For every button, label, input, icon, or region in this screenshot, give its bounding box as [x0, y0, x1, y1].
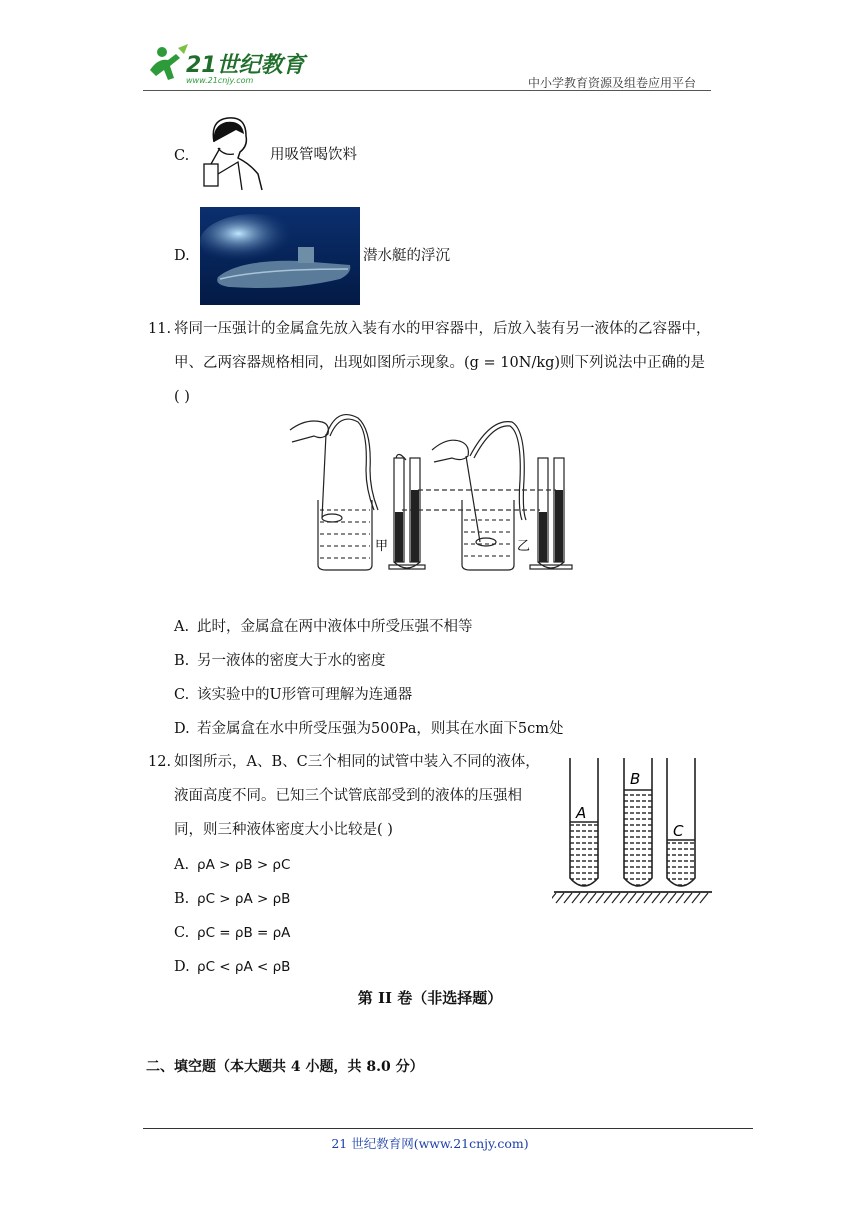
q10-optD-letter: D.: [174, 248, 190, 264]
test-tubes-diagram: [552, 756, 714, 908]
q12-optC-letter: C.: [174, 925, 190, 941]
pressure-gauge-diagram: [286, 410, 576, 575]
q12-optA-text: ρA > ρB > ρC: [197, 857, 291, 873]
logo-url: www.21cnjy.com: [186, 76, 254, 85]
q11-optC-text: 该实验中的U形管可理解为连通器: [197, 687, 413, 703]
tube-label-a: A: [576, 804, 587, 822]
q11-optA-text: 此时，金属盒在两中液体中所受压强不相等: [197, 619, 473, 635]
q12-optD-text: ρC < ρA < ρB: [197, 959, 291, 975]
q11-figure: [286, 410, 576, 575]
q12-optD-letter: D.: [174, 959, 190, 975]
q12-line1: 如图所示，A、B、C三个相同的试管中装入不同的液体，: [174, 754, 540, 770]
header-right-text: 中小学教育资源及组卷应用平台: [528, 76, 697, 90]
fig-label-jia: 甲: [375, 539, 389, 554]
q10-optD-text: 潜水艇的浮沉: [363, 248, 450, 264]
tube-label-c: C: [673, 822, 684, 840]
q12-line2: 液面高度不同。已知三个试管底部受到的液体的压强相: [174, 788, 522, 804]
q11-optC-letter: C.: [174, 687, 190, 703]
q12-line3: 同，则三种液体密度大小比较是( ): [174, 822, 393, 838]
q11-line2: 甲、乙两容器规格相同，出现如图所示现象。(g = 10N/kg)则下列说法中正确的是: [174, 355, 706, 371]
q11-optB-text: 另一液体的密度大于水的密度: [197, 653, 386, 669]
q11-line3: ( ): [174, 389, 190, 405]
part2-heading: 二、填空题（本大题共 4 小题，共 8.0 分）: [146, 1059, 424, 1075]
q12-optA-letter: A.: [174, 857, 190, 873]
q10-optC-letter: C.: [174, 148, 190, 164]
header-rule: [143, 90, 711, 91]
logo-text: 21世纪教育: [186, 53, 305, 78]
q11-optB-letter: B.: [174, 653, 190, 669]
person-drinking-icon: [198, 112, 266, 192]
tube-label-b: B: [630, 770, 641, 788]
submarine-icon: [200, 207, 360, 305]
footer-text: 21 世纪教育网(www.21cnjy.com): [331, 1136, 529, 1151]
section2-title: 第 II 卷（非选择题）: [357, 989, 503, 1007]
submarine-image: [200, 207, 360, 305]
q10-optC-text: 用吸管喝饮料: [270, 147, 357, 163]
q11-line1: 将同一压强计的金属盒先放入装有水的甲容器中，后放入装有另一液体的乙容器中，: [174, 321, 711, 337]
footer-rule: [143, 1128, 753, 1129]
q12-figure: [552, 756, 714, 908]
q11-optA-letter: A.: [174, 619, 190, 635]
q12-optC-text: ρC = ρB = ρA: [197, 925, 291, 941]
straw-drinker-image: [198, 112, 266, 192]
fig-label-yi: 乙: [517, 539, 531, 554]
q11-number: 11.: [148, 321, 172, 337]
q11-optD-letter: D.: [174, 721, 190, 737]
q12-optB-text: ρC > ρA > ρB: [197, 891, 291, 907]
q12-number: 12.: [148, 754, 172, 770]
q11-optD-text: 若金属盒在水中所受压强为500Pa，则其在水面下5cm处: [197, 721, 564, 737]
q12-optB-letter: B.: [174, 891, 190, 907]
